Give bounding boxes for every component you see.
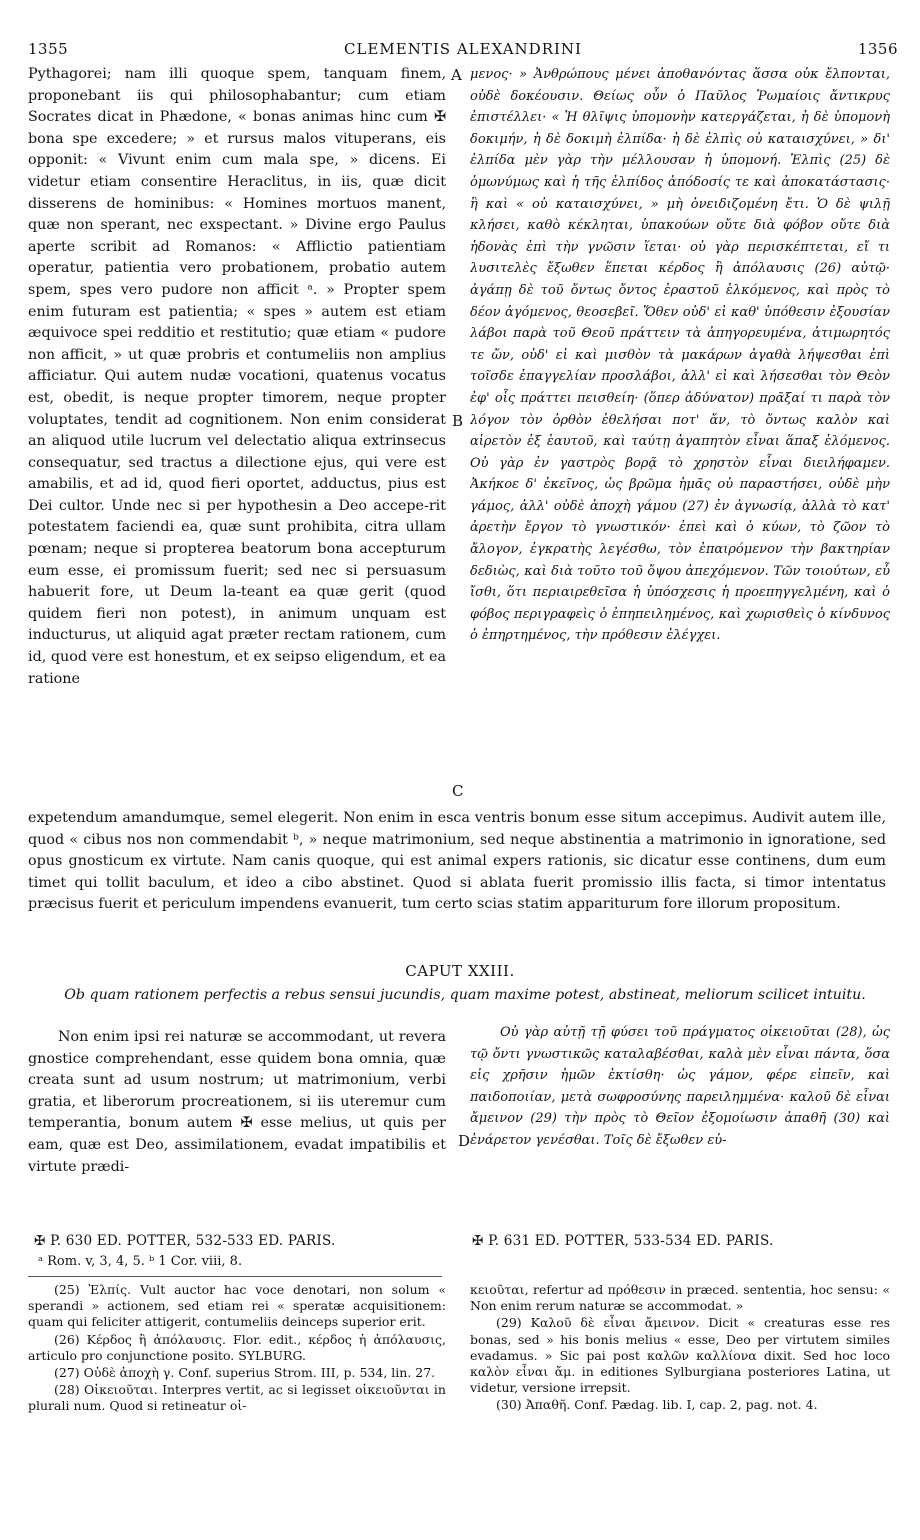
footnotes-left xyxy=(28,1282,446,1520)
chapter-subtitle: Ob quam rationem perfectis a rebus sensui jucundis, quam maxime potest, abstineat, meliorum scilicet intuitu. xyxy=(64,987,866,1003)
margin-marker-b: B xyxy=(452,412,464,430)
latin-full-width-paragraph: expetendum amandumque, semel elegerit. Non enim in esca ventris bonum esse situm accepimus. Audivit autem ille, quod « cibus nos non commendabit ᵇ, » neque matrimonium, sed neque abstinentia a matrimonio in ignoratione, sed opus gnosticum ex virtute. Nam canis quoque, qui est animal expers rationis, sic dicatur esse continens, dum eum timet qui tollit baculum, et ideo a cibo abstinet. Quod si ablata fuerit promissio illis facta, si timor intentatus præcisus fuerit et periculum impendens evanuerit, tum certo scias statim appariturum fore illorum propositum. xyxy=(28,810,886,913)
margin-marker-d: D xyxy=(458,1132,471,1150)
scripture-references: ᵃ Rom. v, 3, 4, 5. ᵇ 1 Cor. viii, 8. xyxy=(38,1254,243,1269)
running-header xyxy=(28,40,898,64)
footnote: (28) Οἰκειοῦται. Interpres vertit, ac si legisset οἰκειοῦνται in plurali num. Quod si retineatur οἰ- xyxy=(28,1382,446,1414)
footnote: κειοῦται, refertur ad πρόθεσιν in præced. sententia, hoc sensu: « Non enim rerum naturæ se accommodat. » xyxy=(470,1282,890,1314)
footnotes-right xyxy=(470,1282,890,1520)
page-number-right: 1356 xyxy=(857,40,898,58)
margin-marker-a: A xyxy=(451,66,462,84)
edition-reference-right: ✠ P. 631 ED. POTTER, 533-534 ED. PARIS. xyxy=(472,1233,774,1249)
greek-column-bottom: Οὐ γὰρ αὐτῇ τῇ φύσει τοῦ πράγματος οἰκειοῦται (28), ὡς τῷ ὄντι γνωστικῶς καταλαβέσθαι, καλὰ μὲν εἶναι πάντα, ὅσα εἰς χρῆσιν ἡμῶν ἐκτίσθη· ὡς γάμον, φέρε εἰπεῖν, καὶ παιδοποιίαν, μετὰ σωφροσύνης παρειλημμένα· καλοῦ δὲ εἶναι ἄμεινον (29) τὴν πρὸς τὸ Θεῖον ἐξομοίωσιν ἀπαθῆ (30) καὶ ἐνάρετον γενέσθαι. Τοῖς δὲ ἔξωθεν εὐ- xyxy=(470,1025,890,1148)
footnote: (26) Κέρδος ἢ ἀπόλαυσις. Flor. edit., κέρδος ἡ ἀπόλαυσις, articulo pro conjunctione posito. SYLBURG. xyxy=(28,1331,446,1363)
footnote: (25) Ἐλπίς. Vult auctor hac voce denotari, non solum « sperandi » actionem, sed etiam rei « speratæ acquisitionem: quam qui feliciter attigerit, contumeliis deinceps superior erit. xyxy=(28,1282,446,1330)
latin-column-top: Pythagorei; nam illi quoque spem, tanquam finem, proponebant iis qui philosophabantur; cum etiam Socrates dicat in Phædone, « bonas animas hinc cum ✠ bona spe excedere; » et rursus malos vituperans, eis opponit: « Vivunt enim cum mala spe, » dicens. Ei videtur etiam consentire Heraclitus, in iis, quæ dicit disserens de hominibus: « Homines mortuos manent, quæ non sperant, nec exspectant. » Divine ergo Paulus aperte scribit ad Romanos: « Afflictio patientiam operatur, patientia vero probationem, probatio autem spem, spes vero pudore non afficit ᵃ. » Propter spem enim futuram est patientia; « spes » autem est etiam æquivoce spei redditio et restitutio; quæ etiam « pudore non afficit, » ut quæ probris et contumeliis non amplius afficiatur. Qui autem nudæ vocationi, quatenus vocatus est, obedit, is neque propter timorem, neque propter voluptates, tendit ad cognitionem. Non enim considerat an aliquod utile lucrum vel delectatio aliqua extrinsecus consequatur, sed tractus a dilectione ejus, qui vere est amabilis, et ad id, quod fieri oportet, adductus, pius est Dei cultor. Unde nec si per hypothesin a Deo accepe-rit potestatem faciendi ea, quæ sunt prohibita, citra ullam pœnam; neque si propterea beatorum bona accepturum eum esse, ei promissum fuerit; sed nec si persuasum habuerit fore, ut Deum la-teant ea quæ gerit (quod quidem fieri non potest), in animum unquam est inducturus, ut aliquid agat præter rectam rationem, cum id, quod vere est honestum, et ex seipso eligendum, et ea ratione xyxy=(28,66,446,687)
margin-marker-c: C xyxy=(452,782,464,800)
footnote-divider xyxy=(28,1276,442,1277)
footnote: (30) Ἀπαθῆ. Conf. Pædag. lib. I, cap. 2, pag. not. 4. xyxy=(496,1397,818,1413)
page-number-left: 1355 xyxy=(28,40,69,58)
footnote: (29) Καλοῦ δὲ εἶναι ἄμεινον. Dicit « creaturas esse res bonas, sed » his bonis melius « esse, Deo per virtutem similes evadamus. » Sic pai post καλῶν καλλίονα dixit. Sed hoc loco καλὸν εἶναι ἄμ. in editiones Sylburgiana posteriores Latina, ut videtur, versione irrepsit. xyxy=(470,1315,890,1396)
latin-column-bottom: Non enim ipsi rei naturæ se accommodant, ut revera gnostice comprehendant, esse quidem bona omnia, quæ creata sunt ad usum nostrum; ut matrimonium, verbi gratia, et liberorum procreationem, si iis uteremur cum temperantia, bonum autem ✠ esse melius, ut quis per eam, quæ est Deo, assimilationem, evadat impatibilis et virtute prædi- xyxy=(28,1029,446,1175)
footnote: (27) Οὐδὲ ἀποχὴ γ. Conf. superius Strom. III, p. 534, lin. 27. xyxy=(54,1365,436,1381)
greek-column-top: μενος· » Ἀνθρώπους μένει ἀποθανόντας ἅσσα οὐκ ἔλπονται, οὐδὲ δοκέουσιν. Θείως οὖν ὁ Παῦλος Ῥωμαίοις ἄντικρυς ἐπιστέλλει· « Ἡ θλῖψις ὑπομονὴν κατεργάζεται, ἡ δὲ ὑπομονὴ δοκιμήν, ἡ δὲ δοκιμὴ ἐλπίδα· ἡ δὲ ἐλπὶς οὐ καταισχύνει, » δι' ἐλπίδα μὲν γὰρ τὴν μέλλουσαν ἡ ὑπομονή. Ἐλπὶς (25) δὲ ὁμωνύμως καὶ ἡ τῆς ἐλπίδος ἀπόδοσίς τε καὶ ἀποκατάστασις· ἣ καὶ « οὐ καταισχύνει, » μὴ ὀνειδιζομένη ἔτι. Ὁ δὲ ψιλῇ κλήσει, καθὸ κέκληται, ὑπακούων οὔτε διὰ φόβον οὔτε διὰ ἡδονὰς ἐπὶ τὴν γνῶσιν ἵεται· οὐ γὰρ περισκέπτεται, εἴ τι λυσιτελὲς ἔξωθεν ἕπεται κέρδος ἢ ἀπόλαυσις (26) αὐτῷ· ἀγάπῃ δὲ τοῦ ὄντως ὄντος ἐραστοῦ ἑλκόμενος, καὶ πρὸς τὸ δέον ἀγόμενος, θεοσεβεῖ. Ὅθεν οὐδ' εἰ καθ' ὑπόθεσιν ἐξουσίαν λάβοι παρὰ τοῦ Θεοῦ πράττειν τὰ ἀπηγορευμένα, ἀτιμωρητός τε ὤν, οὐδ' εἰ καὶ μισθὸν τὰ μακάρων ἀγαθὰ λήψεσθαι ἐπὶ τοῖσδε ἐπαγγελίαν προσλάβοι, ἀλλ' εἰ καὶ λήσεσθαι τὸν Θεὸν ἐφ' οἷς πράττει πεισθείη· (ὅπερ ἀδύνατον) πρᾶξαί τι παρὰ τὸν λόγον τὸν ὀρθὸν ἐθελήσαι ποτ' ἄν, τὸ ὄντως καλὸν καὶ αἱρετὸν ἐξ ἑαυτοῦ, καὶ ταύτῃ ἀγαπητὸν εἶναι ἅπαξ ἑλόμενος. Οὐ γὰρ ἐν γαστρὸς βορᾷ τὸ χρηστὸν εἶναι διειλήφαμεν. Ἀκήκοε δ' ἐκεῖνος, ὡς βρῶμα ἡμᾶς οὐ παραστήσει, οὐδὲ μὴν γάμος, ἀλλ' οὐδὲ ἀποχὴ γάμου (27) ἐν ἀγνωσίᾳ, ἀλλὰ τὸ κατ' ἀρετὴν ἔργον τὸ γνωστικόν· ἐπεὶ καὶ ὁ κύων, τὸ ζῶον τὸ ἄλογον, ἐγκρατὴς λεγέσθω, τὸν ἐπαιρόμενον τὴν βακτηρίαν δεδιὼς, καὶ διὰ τοῦτο τοῦ ὄψου ἀπεχόμενον. Τῶν τοιούτων, εὖ ἴσθι, ὅτι περιαιρεθεῖσα ἡ ὑπόσχεσις ἡ προεπηγγελμένη, καὶ ὁ φόβος περιγραφεὶς ὁ ἐπηπειλημένος, καὶ χωρισθεὶς ὁ κίνδυνος ὁ ἐπηρτημένος, τὴν πρόθεσιν ἐλέγχει. xyxy=(470,67,890,644)
edition-reference-left: ✠ P. 630 ED. POTTER, 532-533 ED. PARIS. xyxy=(34,1233,336,1249)
running-title: CLEMENTIS ALEXANDRINI xyxy=(344,40,582,58)
chapter-title: CAPUT XXIII. xyxy=(405,962,515,980)
